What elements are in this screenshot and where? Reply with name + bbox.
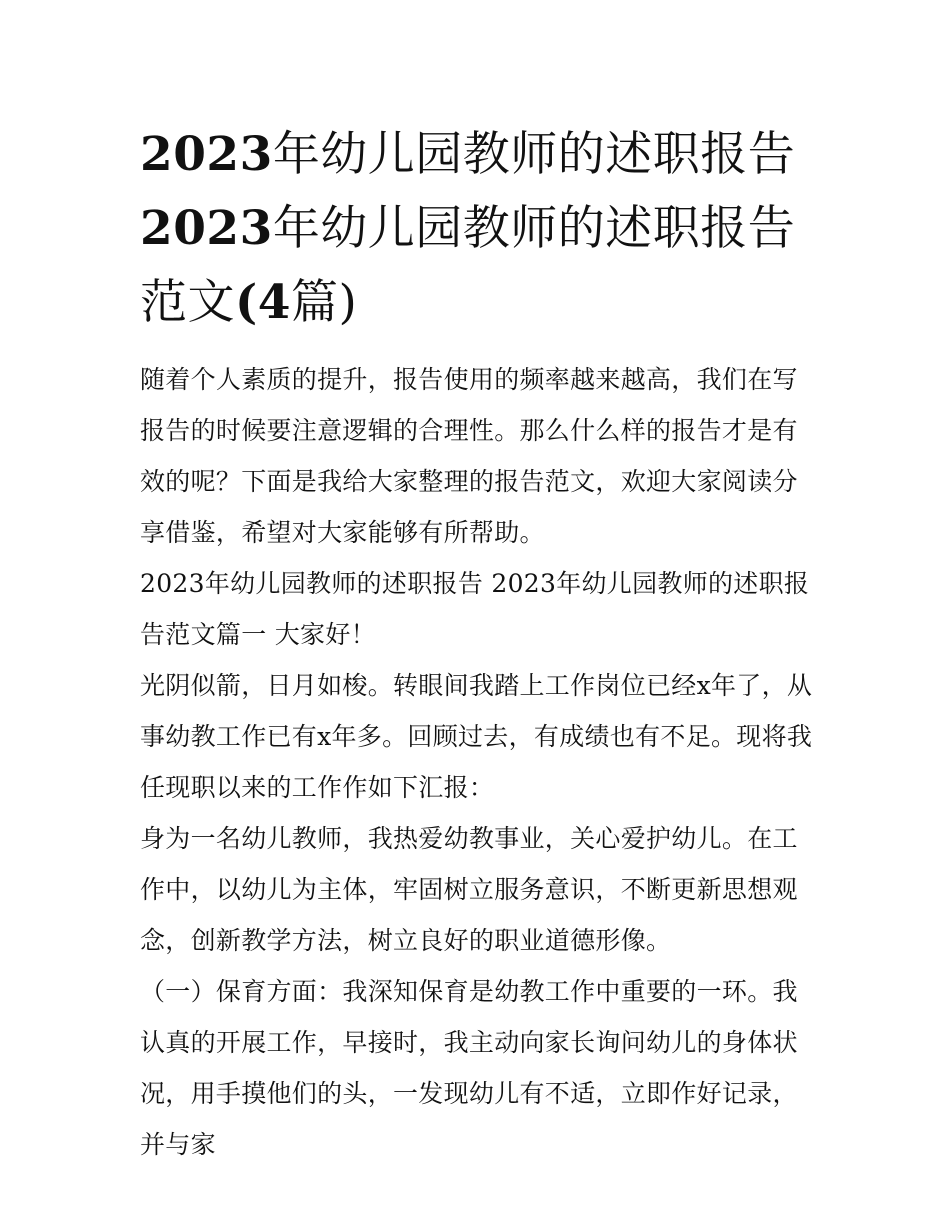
body-paragraph: 光阴似箭，日月如梭。转眼间我踏上工作岗位已经x年了，从事幼教工作已有x年多。回顾过去，有成绩也有不足。现将我任现职以来的工作作如下汇报： <box>140 671 813 802</box>
title-year-2: 2023 <box>140 201 273 256</box>
document-page <box>140 118 820 1170</box>
body-paragraph: 身为一名幼儿教师，我热爱幼教事业，关心爱护幼儿。在工作中，以幼儿为主体，牢固树立服务意识，不断更新思想观念，创新教学方法，树立良好的职业道德形像。 <box>140 824 798 955</box>
title-year-1: 2023 <box>140 127 273 182</box>
document-title <box>140 118 820 340</box>
title-text-3: 范文 <box>140 275 235 330</box>
body-paragraph: （一）保育方面：我深知保育是幼教工作中重要的一环。我认真的开展工作，早接时，我主动向家长询问幼儿的身体状况，用手摸他们的头，一发现幼儿有不适，立即作好记录，并与家 <box>140 977 798 1159</box>
title-count: (4 <box>235 275 291 330</box>
section-heading-paragraph: 2023年幼儿园教师的述职报告 2023年幼儿园教师的述职报告范文篇一 大家好！ <box>140 569 810 649</box>
title-tail: 篇) <box>290 275 358 330</box>
intro-paragraph: 随着个人素质的提升，报告使用的频率越来越高，我们在写报告的时候要注意逻辑的合理性。那么什么样的报告才是有效的呢？下面是我给大家整理的报告范文，欢迎大家阅读分享借鉴，希望对大家能够有所帮助。 <box>140 365 798 547</box>
title-text-2: 年幼儿园教师的述职报告 <box>272 201 796 256</box>
title-text-1: 年幼儿园教师的述职报告 <box>272 127 796 182</box>
